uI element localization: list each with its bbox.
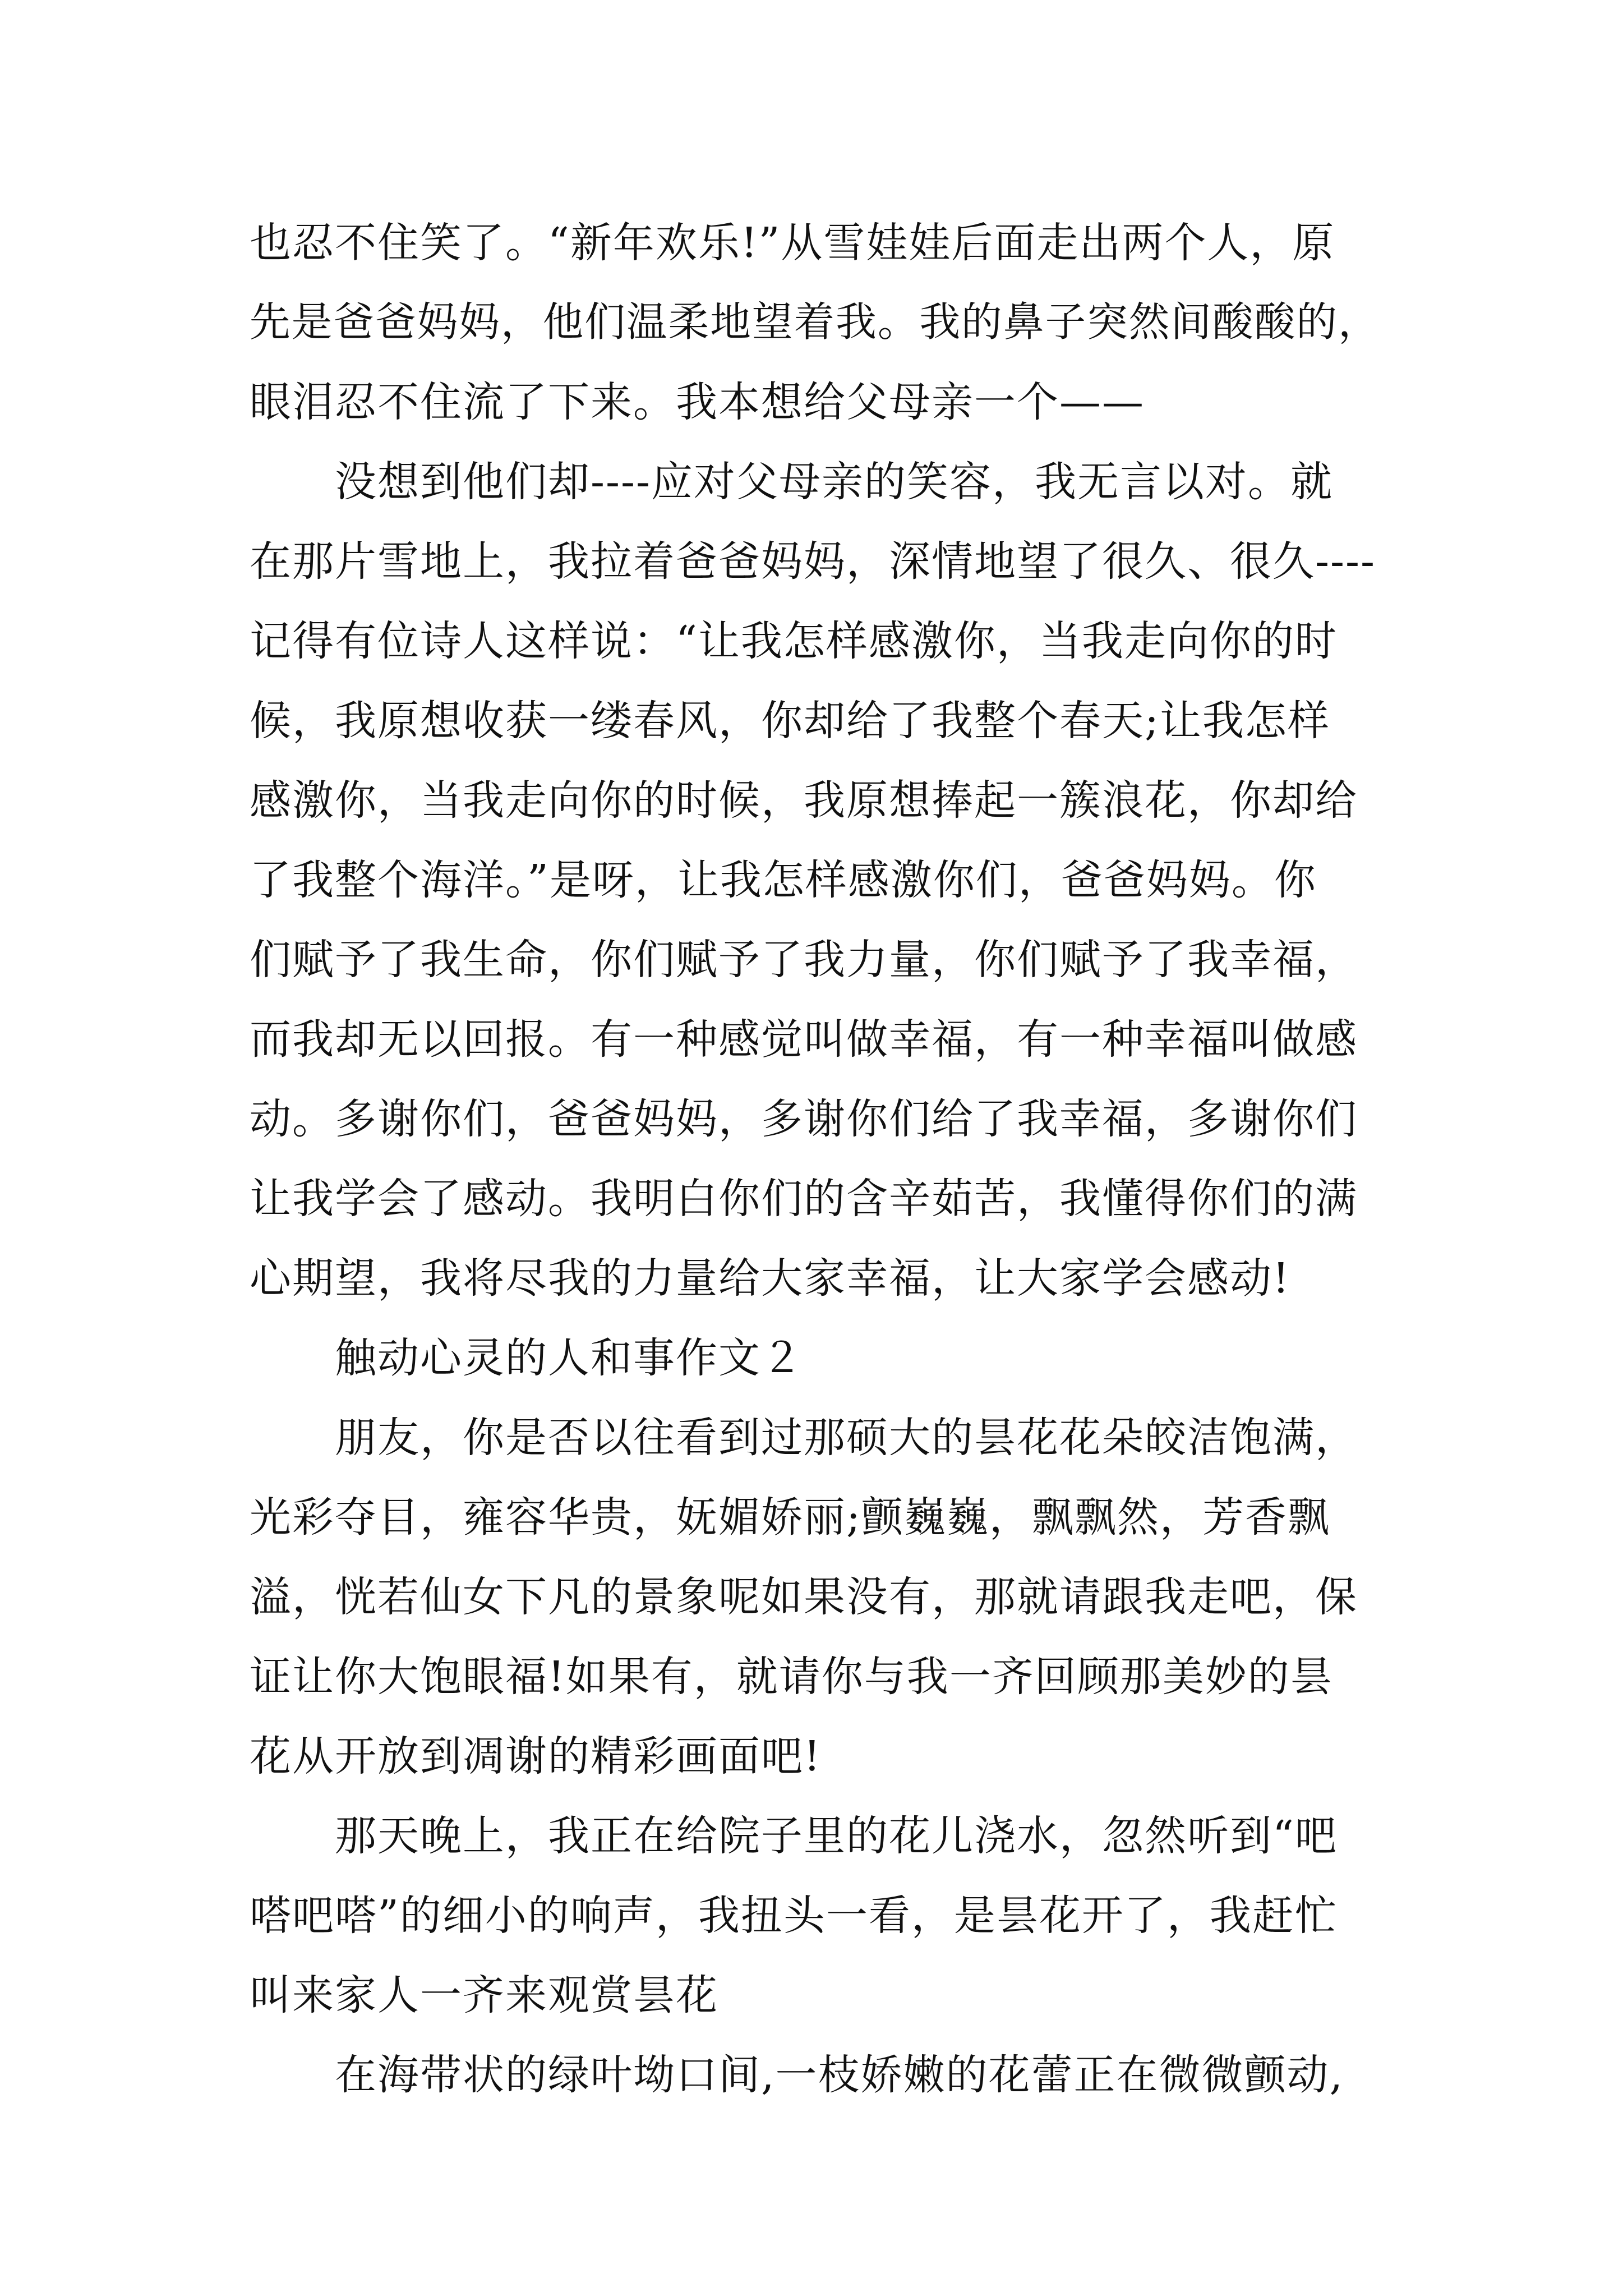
text-line: 候，我原想收获一缕春风，你却给了我整个春天;让我怎样 — [250, 697, 1330, 745]
text-line: 在那片雪地上，我拉着爸爸妈妈，深情地望了很久、很久---- — [250, 537, 1376, 586]
text-line: 感激你，当我走向你的时候，我原想捧起一簇浪花，你却给 — [250, 776, 1358, 825]
text-line: 朋友，你是否以往看到过那硕大的昙花花朵皎洁饱满， — [335, 1414, 1358, 1462]
text-line: 花从开放到凋谢的精彩画面吧! — [250, 1732, 822, 1780]
text-line: 在海带状的绿叶坳口间,一枝娇嫩的花蕾正在微微颤动, — [335, 2051, 1344, 2099]
text-line: 叫来家人一齐来观赏昙花 — [250, 1971, 718, 2019]
text-line: 证让你大饱眼福!如果有，就请你与我一齐回顾那美妙的昙 — [250, 1653, 1333, 1701]
text-line: 眼泪忍不住流了下来。我本想给父母亲一个—— — [250, 378, 1145, 426]
section-heading: 触动心灵的人和事作文２ — [335, 1334, 804, 1382]
text-line: 也忍不住笑了。“新年欢乐!”从雪娃娃后面走出两个人，原 — [250, 219, 1335, 267]
text-line: 嗒吧嗒”的细小的响声，我扭头一看，是昙花开了，我赶忙 — [250, 1892, 1338, 1940]
text-line: 动。多谢你们，爸爸妈妈，多谢你们给了我幸福，多谢你们 — [250, 1095, 1358, 1143]
text-line: 们赋予了我生命，你们赋予了我力量，你们赋予了我幸福， — [250, 936, 1358, 984]
text-line: 光彩夺目，雍容华贵，妩媚娇丽;颤巍巍，飘飘然，芳香飘 — [250, 1493, 1330, 1542]
text-line: 心期望，我将尽我的力量给大家幸福，让大家学会感动! — [250, 1254, 1290, 1303]
text-line: 了我整个海洋。”是呀，让我怎样感激你们，爸爸妈妈。你 — [250, 856, 1317, 904]
text-line: 记得有位诗人这样说：“让我怎样感激你，当我走向你的时 — [250, 617, 1338, 665]
text-line: 溢，恍若仙女下凡的景象呢如果没有，那就请跟我走吧，保 — [250, 1573, 1358, 1621]
text-line: 那天晚上，我正在给院子里的花儿浇水，忽然听到“吧 — [335, 1812, 1338, 1860]
text-line: 而我却无以回报。有一种感觉叫做幸福，有一种幸福叫做感 — [250, 1015, 1358, 1064]
text-line: 让我学会了感动。我明白你们的含辛茹苦，我懂得你们的满 — [250, 1175, 1358, 1223]
text-line: 先是爸爸妈妈，他们温柔地望着我。我的鼻子突然间酸酸的， — [250, 299, 1380, 346]
text-line: 没想到他们却----应对父母亲的笑容，我无言以对。就 — [335, 458, 1334, 506]
